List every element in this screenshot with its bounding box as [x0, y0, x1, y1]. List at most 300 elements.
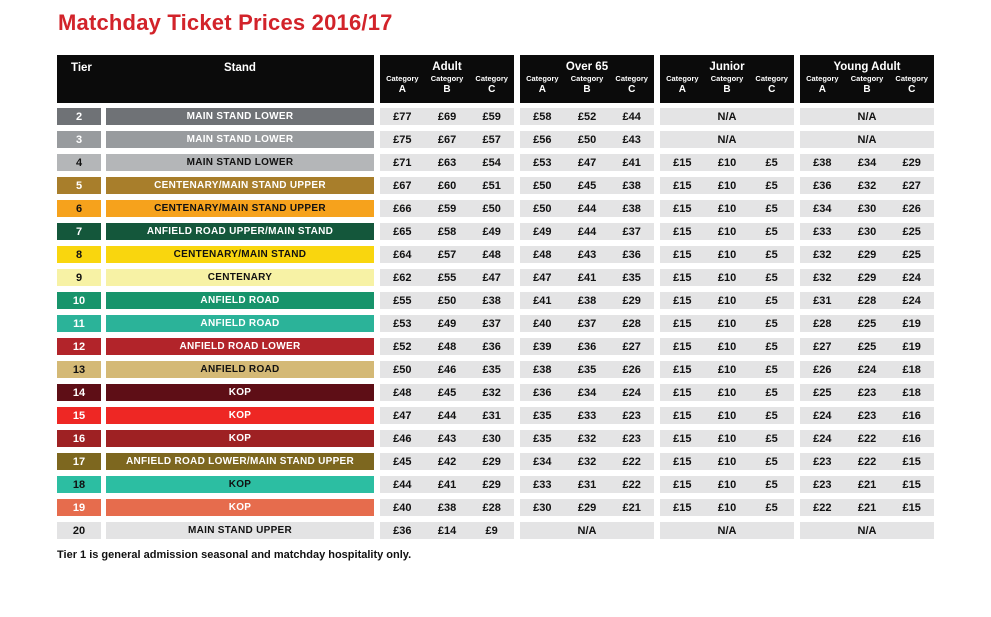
price-group-adult: [380, 154, 514, 171]
category-word: Category: [666, 74, 699, 83]
table-row: [57, 108, 934, 125]
price-value: £31: [577, 478, 597, 491]
price-value: £23: [857, 386, 877, 399]
price-value: £75: [393, 133, 412, 146]
category-header: [425, 75, 470, 95]
price-value: £41: [622, 156, 641, 169]
price-value: £5: [765, 386, 778, 399]
header-stand-label: Stand: [224, 62, 256, 74]
price-value: £5: [765, 317, 778, 330]
tier-badge: 17: [57, 453, 101, 470]
price-value: £71: [393, 156, 412, 169]
price-group-junior: [660, 246, 794, 263]
price-group-junior: [660, 223, 794, 240]
price-value: £57: [437, 248, 457, 261]
price-value: £28: [622, 317, 641, 330]
stand-cell: MAIN STAND UPPER: [106, 522, 374, 539]
price-value: £35: [577, 363, 597, 376]
price-value: £5: [765, 409, 778, 422]
price-value: £15: [673, 386, 692, 399]
price-value: £49: [437, 317, 457, 330]
stand-cell: ANFIELD ROAD: [106, 292, 374, 309]
price-value: £5: [765, 501, 778, 514]
category-word: Category: [526, 74, 559, 83]
price-group-junior: [660, 407, 794, 424]
price-value: £37: [482, 317, 501, 330]
price-value: £41: [577, 271, 597, 284]
price-group-over65: [520, 154, 654, 171]
tier-badge: 9: [57, 269, 101, 286]
price-value: £50: [482, 202, 501, 215]
price-value: £77: [393, 110, 412, 123]
category-header: [469, 75, 514, 95]
price-value: £10: [717, 248, 737, 261]
price-value: £10: [717, 156, 737, 169]
price-value: £57: [482, 133, 501, 146]
category-word: Category: [806, 74, 839, 83]
price-group-young_adult: [800, 384, 934, 401]
price-group-junior: [660, 361, 794, 378]
table-body: [57, 108, 934, 539]
price-value: £58: [533, 110, 552, 123]
price-value: £30: [857, 202, 877, 215]
price-group-over65: [520, 476, 654, 493]
price-value: £15: [673, 340, 692, 353]
category-header: [565, 75, 610, 95]
footnote: Tier 1 is general admission seasonal and matchday hospitality only.: [57, 549, 412, 561]
price-value: £50: [533, 179, 552, 192]
price-value: £50: [393, 363, 412, 376]
price-value: £21: [857, 478, 877, 491]
price-group-over65: [520, 246, 654, 263]
stand-cell: CENTENARY: [106, 269, 374, 286]
price-group-adult: [380, 499, 514, 516]
price-value: £36: [393, 524, 412, 537]
na-value: N/A: [857, 110, 877, 123]
price-value: £30: [857, 225, 877, 238]
price-value: £24: [902, 271, 921, 284]
tier-badge: 11: [57, 315, 101, 332]
stand-cell: CENTENARY/MAIN STAND UPPER: [106, 177, 374, 194]
price-group-junior: [660, 476, 794, 493]
price-value: £5: [765, 455, 778, 468]
price-value: £10: [717, 271, 737, 284]
price-value: £32: [577, 455, 597, 468]
price-value: £15: [673, 478, 692, 491]
price-value: £25: [857, 317, 877, 330]
price-value: £32: [813, 248, 832, 261]
tier-badge: 10: [57, 292, 101, 309]
category-word: Category: [430, 74, 464, 83]
tier-badge: 13: [57, 361, 101, 378]
price-value: £47: [533, 271, 552, 284]
price-group-young_adult: [800, 177, 934, 194]
price-value: £51: [482, 179, 501, 192]
price-value: £22: [813, 501, 832, 514]
price-group-adult: [380, 223, 514, 240]
price-value: £47: [482, 271, 501, 284]
price-group-over65: [520, 269, 654, 286]
price-group-young_adult: [800, 499, 934, 516]
price-value: £34: [577, 386, 597, 399]
table-row: [57, 200, 934, 217]
price-group-young_adult: [800, 154, 934, 171]
category-letter: B: [583, 83, 591, 95]
table-row: [57, 499, 934, 516]
tier-badge: 14: [57, 384, 101, 401]
price-group-young_adult: [800, 246, 934, 263]
price-value: £45: [393, 455, 412, 468]
price-group-over65: [520, 407, 654, 424]
price-value: £45: [437, 386, 457, 399]
price-value: £23: [813, 478, 832, 491]
price-value: £19: [902, 340, 921, 353]
table-row: [57, 177, 934, 194]
price-group-junior: [660, 453, 794, 470]
category-letter: C: [768, 83, 776, 95]
price-group-junior: [660, 131, 794, 148]
price-value: £38: [533, 363, 552, 376]
price-group-adult: [380, 338, 514, 355]
category-letter: A: [538, 83, 546, 95]
price-value: £27: [813, 340, 832, 353]
price-value: £15: [673, 271, 692, 284]
price-value: £35: [482, 363, 501, 376]
table-row: [57, 522, 934, 539]
stand-cell: KOP: [106, 476, 374, 493]
price-value: £49: [482, 225, 501, 238]
price-group-over65: [520, 522, 654, 539]
price-group-adult: [380, 108, 514, 125]
price-group-over65: [520, 453, 654, 470]
category-word: Category: [570, 74, 604, 83]
price-value: £23: [622, 432, 641, 445]
price-value: £15: [673, 248, 692, 261]
price-value: £15: [673, 455, 692, 468]
price-group-junior: [660, 269, 794, 286]
header-group-label: Young Adult: [833, 61, 901, 73]
price-group-over65: [520, 200, 654, 217]
price-value: £15: [673, 317, 692, 330]
na-value: N/A: [717, 110, 737, 123]
price-group-over65: [520, 292, 654, 309]
price-value: £10: [717, 202, 737, 215]
page-title: Matchday Ticket Prices 2016/17: [58, 10, 393, 35]
price-value: £38: [482, 294, 501, 307]
price-value: £40: [393, 501, 412, 514]
na-value: N/A: [577, 524, 597, 537]
price-value: £33: [577, 409, 597, 422]
tier-badge: 18: [57, 476, 101, 493]
price-value: £5: [765, 225, 778, 238]
price-value: £64: [393, 248, 412, 261]
table-row: [57, 154, 934, 171]
price-value: £53: [393, 317, 412, 330]
price-value: £15: [673, 156, 692, 169]
price-value: £43: [577, 248, 597, 261]
header-group-label: Junior: [709, 61, 745, 73]
price-table: [57, 55, 934, 545]
price-group-junior: [660, 315, 794, 332]
price-value: £44: [437, 409, 457, 422]
price-group-young_adult: [800, 361, 934, 378]
category-word: Category: [615, 74, 648, 83]
price-group-young_adult: [800, 223, 934, 240]
price-value: £16: [902, 432, 921, 445]
price-value: £52: [577, 110, 597, 123]
price-group-young_adult: [800, 476, 934, 493]
table-row: [57, 338, 934, 355]
table-row: [57, 223, 934, 240]
price-group-over65: [520, 430, 654, 447]
header-tier-label: Tier: [71, 62, 92, 74]
na-value: N/A: [717, 524, 737, 537]
table-row: [57, 131, 934, 148]
price-value: £25: [813, 386, 832, 399]
price-value: £67: [437, 133, 457, 146]
na-value: N/A: [857, 133, 877, 146]
price-value: £32: [813, 271, 832, 284]
price-group-over65: [520, 315, 654, 332]
price-value: £5: [765, 363, 778, 376]
tier-badge: 6: [57, 200, 101, 217]
price-group-young_adult: [800, 269, 934, 286]
table-header-row: [57, 55, 934, 103]
price-value: £15: [902, 501, 921, 514]
price-value: £40: [533, 317, 552, 330]
price-value: £36: [533, 386, 552, 399]
price-value: £31: [813, 294, 832, 307]
price-value: £19: [902, 317, 921, 330]
price-value: £15: [673, 432, 692, 445]
price-value: £34: [857, 156, 877, 169]
price-value: £10: [717, 294, 737, 307]
price-value: £50: [577, 133, 597, 146]
header-group-label: Adult: [432, 61, 462, 73]
price-group-adult: [380, 361, 514, 378]
price-group-young_adult: [800, 338, 934, 355]
price-value: £67: [393, 179, 412, 192]
price-value: £33: [533, 478, 552, 491]
price-group-adult: [380, 522, 514, 539]
stand-cell: KOP: [106, 430, 374, 447]
price-value: £5: [765, 294, 778, 307]
table-row: [57, 476, 934, 493]
header-group-label: Over 65: [565, 61, 609, 73]
stand-cell: MAIN STAND LOWER: [106, 154, 374, 171]
category-letter: B: [863, 83, 871, 95]
category-header: [380, 75, 425, 95]
price-value: £22: [622, 455, 641, 468]
category-letter: A: [818, 83, 826, 95]
price-value: £26: [813, 363, 832, 376]
price-value: £46: [437, 363, 457, 376]
price-group-adult: [380, 315, 514, 332]
price-value: £44: [622, 110, 641, 123]
price-group-adult: [380, 430, 514, 447]
category-header-row: [380, 75, 514, 95]
price-value: £5: [765, 271, 778, 284]
header-group-junior: [660, 55, 794, 103]
category-header: [520, 75, 565, 95]
price-value: £60: [437, 179, 457, 192]
price-group-adult: [380, 453, 514, 470]
price-value: £10: [717, 179, 737, 192]
stand-cell: ANFIELD ROAD LOWER: [106, 338, 374, 355]
price-value: £15: [673, 202, 692, 215]
price-value: £38: [622, 179, 641, 192]
tier-badge: 7: [57, 223, 101, 240]
price-value: £28: [482, 501, 501, 514]
price-group-young_adult: [800, 131, 934, 148]
table-row: [57, 361, 934, 378]
price-group-over65: [520, 338, 654, 355]
category-header: [660, 75, 705, 95]
price-value: £41: [533, 294, 552, 307]
category-header: [609, 75, 654, 95]
price-group-adult: [380, 292, 514, 309]
price-value: £50: [533, 202, 552, 215]
price-value: £48: [533, 248, 552, 261]
price-value: £24: [857, 363, 877, 376]
stand-cell: KOP: [106, 407, 374, 424]
price-value: £39: [533, 340, 552, 353]
price-value: £24: [902, 294, 921, 307]
category-letter: C: [628, 83, 636, 95]
tier-badge: 19: [57, 499, 101, 516]
table-row: [57, 430, 934, 447]
price-value: £47: [577, 156, 597, 169]
tier-badge: 16: [57, 430, 101, 447]
price-value: £27: [622, 340, 641, 353]
price-value: £53: [533, 156, 552, 169]
price-value: £32: [577, 432, 597, 445]
price-value: £56: [533, 133, 552, 146]
price-value: £43: [437, 432, 457, 445]
stand-cell: ANFIELD ROAD: [106, 361, 374, 378]
stand-cell: MAIN STAND LOWER: [106, 131, 374, 148]
price-value: £25: [857, 340, 877, 353]
price-value: £15: [673, 179, 692, 192]
tier-badge: 5: [57, 177, 101, 194]
price-value: £55: [437, 271, 457, 284]
price-group-over65: [520, 131, 654, 148]
price-value: £36: [622, 248, 641, 261]
stand-cell: CENTENARY/MAIN STAND UPPER: [106, 200, 374, 217]
price-value: £66: [393, 202, 412, 215]
table-row: [57, 407, 934, 424]
stand-cell: KOP: [106, 499, 374, 516]
price-group-junior: [660, 108, 794, 125]
price-group-adult: [380, 269, 514, 286]
price-value: £10: [717, 317, 737, 330]
category-header-row: [520, 75, 654, 95]
stand-cell: ANFIELD ROAD UPPER/MAIN STAND: [106, 223, 374, 240]
header-group-adult: [380, 55, 514, 103]
na-value: N/A: [717, 133, 737, 146]
category-letter: A: [398, 83, 406, 95]
price-group-over65: [520, 499, 654, 516]
price-value: £59: [437, 202, 457, 215]
price-group-junior: [660, 430, 794, 447]
price-group-adult: [380, 200, 514, 217]
price-value: £34: [813, 202, 832, 215]
price-value: £69: [437, 110, 457, 123]
price-value: £28: [813, 317, 832, 330]
price-value: £37: [577, 317, 597, 330]
price-value: £32: [857, 179, 877, 192]
price-value: £43: [622, 133, 641, 146]
price-value: £10: [717, 409, 737, 422]
price-group-young_adult: [800, 315, 934, 332]
price-value: £5: [765, 202, 778, 215]
price-value: £63: [437, 156, 457, 169]
price-group-adult: [380, 407, 514, 424]
price-value: £29: [577, 501, 597, 514]
price-value: £30: [482, 432, 501, 445]
price-value: £30: [533, 501, 552, 514]
price-value: £29: [902, 156, 921, 169]
category-header: [889, 75, 934, 95]
price-value: £23: [857, 409, 877, 422]
price-group-over65: [520, 361, 654, 378]
price-value: £59: [482, 110, 501, 123]
tier-badge: 2: [57, 108, 101, 125]
price-value: £47: [393, 409, 412, 422]
category-word: Category: [850, 74, 884, 83]
price-group-young_adult: [800, 522, 934, 539]
price-group-adult: [380, 131, 514, 148]
price-value: £5: [765, 478, 778, 491]
header-group-young_adult: [800, 55, 934, 103]
price-value: £15: [673, 294, 692, 307]
stand-cell: ANFIELD ROAD LOWER/MAIN STAND UPPER: [106, 453, 374, 470]
price-group-over65: [520, 223, 654, 240]
header-tier-stand: [57, 55, 374, 103]
price-value: £25: [902, 248, 921, 261]
category-letter: A: [678, 83, 686, 95]
price-value: £38: [577, 294, 597, 307]
price-value: £35: [533, 432, 552, 445]
price-value: £10: [717, 455, 737, 468]
price-value: £15: [673, 225, 692, 238]
price-value: £38: [437, 501, 457, 514]
table-row: [57, 269, 934, 286]
price-value: £14: [437, 524, 457, 537]
price-value: £35: [622, 271, 641, 284]
price-group-junior: [660, 200, 794, 217]
price-value: £62: [393, 271, 412, 284]
price-value: £45: [577, 179, 597, 192]
price-value: £36: [813, 179, 832, 192]
price-value: £10: [717, 340, 737, 353]
price-value: £55: [393, 294, 412, 307]
category-word: Category: [755, 74, 788, 83]
price-group-adult: [380, 384, 514, 401]
price-value: £16: [902, 409, 921, 422]
price-value: £25: [902, 225, 921, 238]
price-value: £15: [673, 501, 692, 514]
price-group-young_adult: [800, 292, 934, 309]
price-value: £48: [437, 340, 457, 353]
tier-badge: 12: [57, 338, 101, 355]
category-letter: C: [488, 83, 496, 95]
price-group-junior: [660, 384, 794, 401]
price-value: £10: [717, 478, 737, 491]
stand-cell: MAIN STAND LOWER: [106, 108, 374, 125]
table-row: [57, 315, 934, 332]
header-group-over65: [520, 55, 654, 103]
